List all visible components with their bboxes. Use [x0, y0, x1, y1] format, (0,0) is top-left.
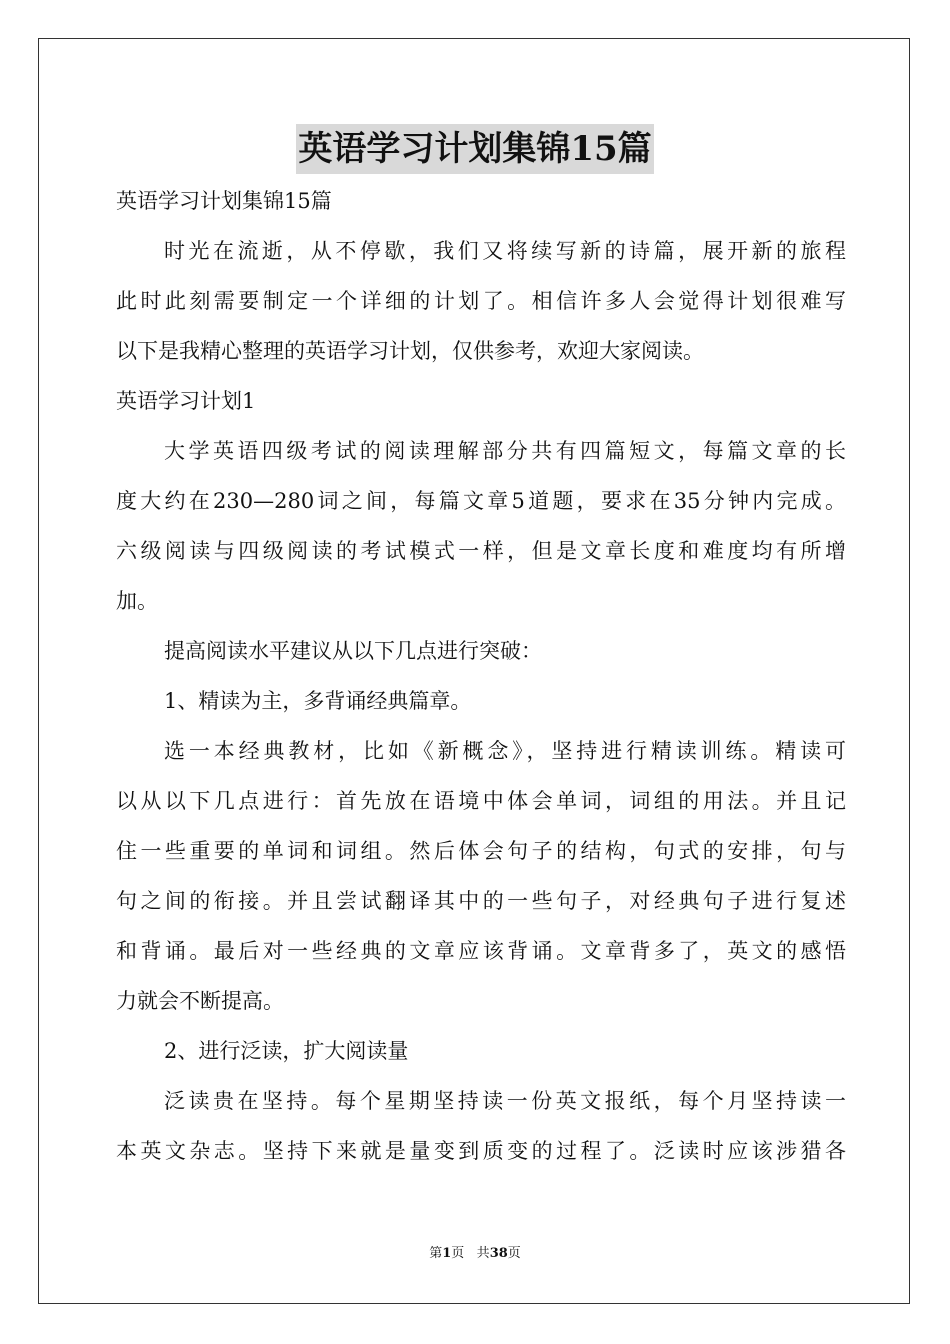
footer-page-suffix: 页 — [451, 1246, 465, 1261]
paragraph-line: 选一本经典教材，比如《新概念》，坚持进行精读训练。精读可 — [164, 739, 846, 763]
document-title-text: 英语学习计划集锦15篇 — [296, 124, 653, 174]
intro-line-1: 时光在流逝，从不停歇，我们又将续写新的诗篇，展开新的旅程 — [164, 239, 846, 263]
section-heading-1: 英语学习计划1 — [116, 389, 256, 413]
paragraph-line: 泛读贵在坚持。每个星期坚持读一份英文报纸，每个月坚持读一 — [164, 1089, 846, 1113]
footer-page-number: 1 — [442, 1246, 452, 1261]
list-item-heading: 2、进行泛读，扩大阅读量 — [164, 1039, 409, 1063]
footer-total-suffix: 页 — [507, 1246, 521, 1261]
paragraph-line: 力就会不断提高。 — [116, 989, 284, 1013]
paragraph-line: 句之间的衔接。并且尝试翻译其中的一些句子，对经典句子进行复述 — [116, 889, 846, 913]
list-item-heading: 1、精读为主，多背诵经典篇章。 — [164, 689, 472, 713]
document-title — [0, 122, 950, 176]
paragraph-line: 提高阅读水平建议从以下几点进行突破： — [164, 639, 542, 663]
paragraph-line: 六级阅读与四级阅读的考试模式一样，但是文章长度和难度均有所增 — [116, 539, 846, 563]
subtitle-line: 英语学习计划集锦15篇 — [116, 189, 332, 213]
paragraph-line: 住一些重要的单词和词组。然后体会句子的结构，句式的安排，句与 — [116, 839, 846, 863]
page-footer — [0, 1244, 950, 1264]
paragraph-line: 大学英语四级考试的阅读理解部分共有四篇短文，每篇文章的长 — [164, 439, 846, 463]
intro-line-3: 以下是我精心整理的英语学习计划，仅供参考，欢迎大家阅读。 — [116, 339, 704, 363]
paragraph-line: 和背诵。最后对一些经典的文章应该背诵。文章背多了，英文的感悟 — [116, 939, 846, 963]
paragraph-line: 加。 — [116, 589, 158, 613]
document-body — [116, 176, 846, 1176]
footer-page-prefix: 第 — [429, 1246, 443, 1261]
footer-total-number: 38 — [489, 1246, 508, 1261]
intro-line-2: 此时此刻需要制定一个详细的计划了。相信许多人会觉得计划很难写 — [116, 289, 846, 313]
footer-total-prefix: 共 — [476, 1246, 490, 1261]
paragraph-line: 度大约在230—280词之间，每篇文章5道题，要求在35分钟内完成。 — [116, 489, 846, 513]
paragraph-line: 以从以下几点进行：首先放在语境中体会单词，词组的用法。并且记 — [116, 789, 846, 813]
paragraph-line: 本英文杂志。坚持下来就是量变到质变的过程了。泛读时应该涉猎各 — [116, 1139, 846, 1163]
